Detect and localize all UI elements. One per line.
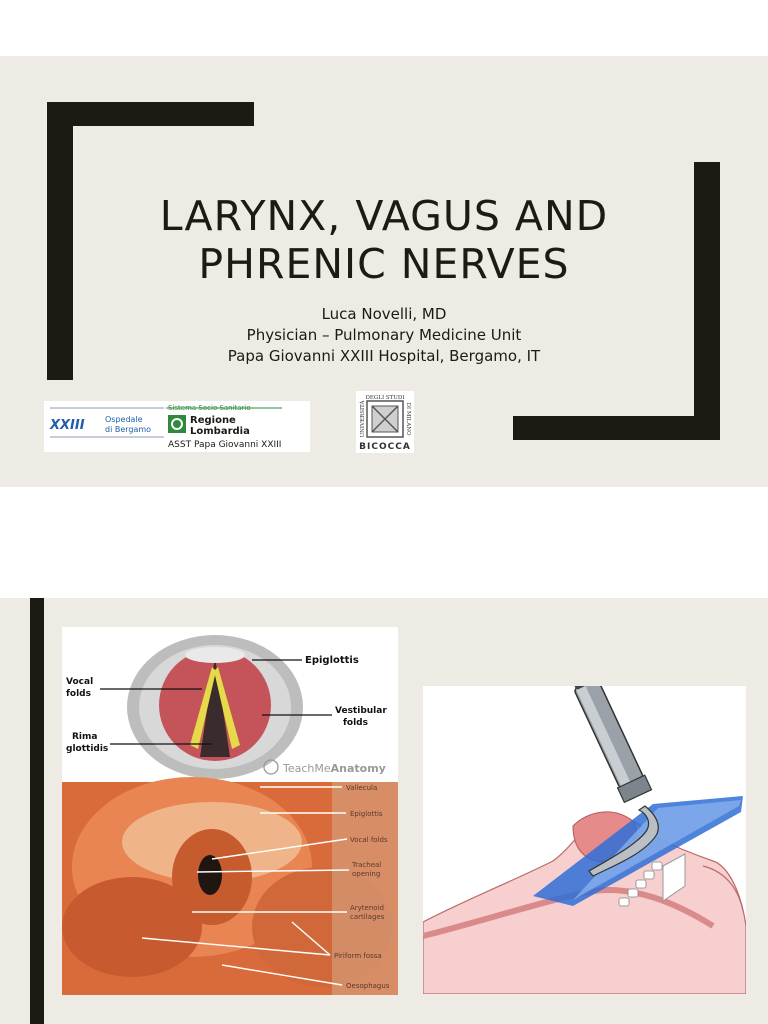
bicocca-seal-icon [356,391,414,453]
asst-logo-graphic [44,401,310,452]
bracket-right-bottom [513,416,720,440]
author-affiliation: Papa Giovanni XXIII Hospital, Bergamo, IT [227,347,541,365]
title-line-1: LARYNX, VAGUS AND [159,192,609,240]
laryngoscopy-illustration [423,686,746,994]
label-vestibular-1: Vestibular [335,706,387,716]
label-tracheal-1: Tracheal [352,861,382,869]
lombardia-rose-icon [168,415,186,433]
asst-logo [44,401,310,452]
bicocca-bottom-text: BICOCCA [359,442,411,452]
asst-regione-line1: Regione [190,415,236,426]
bicocca-right-text: DI MILANO [405,402,411,436]
slide-title [0,192,768,288]
label-vocal-1: Vocal [66,677,94,687]
label-vocal-2: folds [66,689,91,699]
larynx-figure-graphic [62,627,398,995]
label-tracheal-2: opening [352,870,381,878]
label-oesophagus: Oesophagus [346,982,390,990]
label-endo-vocal-folds: Vocal folds [350,836,388,844]
asst-ospedale-line2: di Bergamo [105,425,152,434]
label-endo-epiglottis: Epiglottis [350,810,383,818]
bracket-left-top [47,102,254,126]
asst-xxiii-mark: XXIII [50,418,85,433]
label-vestibular-2: folds [343,718,368,728]
bicocca-left-text: UNIVERSITÀ [360,400,366,438]
laryngoscope-illustration-graphic [423,686,746,994]
watermark: TeachMeAnatomy [283,762,386,775]
label-arytenoid-2: cartilages [350,913,385,921]
asst-sistema: Sistema Socio Sanitario [168,404,251,412]
asst-regione-line2: Lombardia [190,426,250,437]
label-piriform: Piriform fossa [334,952,382,960]
slide2-side-bar [30,598,44,1024]
bicocca-top-text: DEGLI STUDI [365,395,405,401]
label-rima-1: Rima [72,732,98,742]
author-role: Physician – Pulmonary Medicine Unit [246,326,522,344]
title-slide [0,56,768,487]
bicocca-logo [356,391,414,453]
larynx-anatomy-figure [62,627,398,995]
asst-ospedale-line1: Ospedale [105,415,143,424]
label-epiglottis: Epiglottis [305,655,359,666]
author-name: Luca Novelli, MD [321,305,447,323]
asst-name: ASST Papa Giovanni XXIII [168,440,282,450]
label-rima-2: glottidis [66,744,109,754]
title-line-2: PHRENIC NERVES [198,240,570,288]
image-slide [0,598,768,1024]
label-arytenoid-1: Arytenoid [350,904,384,912]
slide-subtitle [0,304,768,367]
label-vallecula: Vallecula [346,784,378,792]
